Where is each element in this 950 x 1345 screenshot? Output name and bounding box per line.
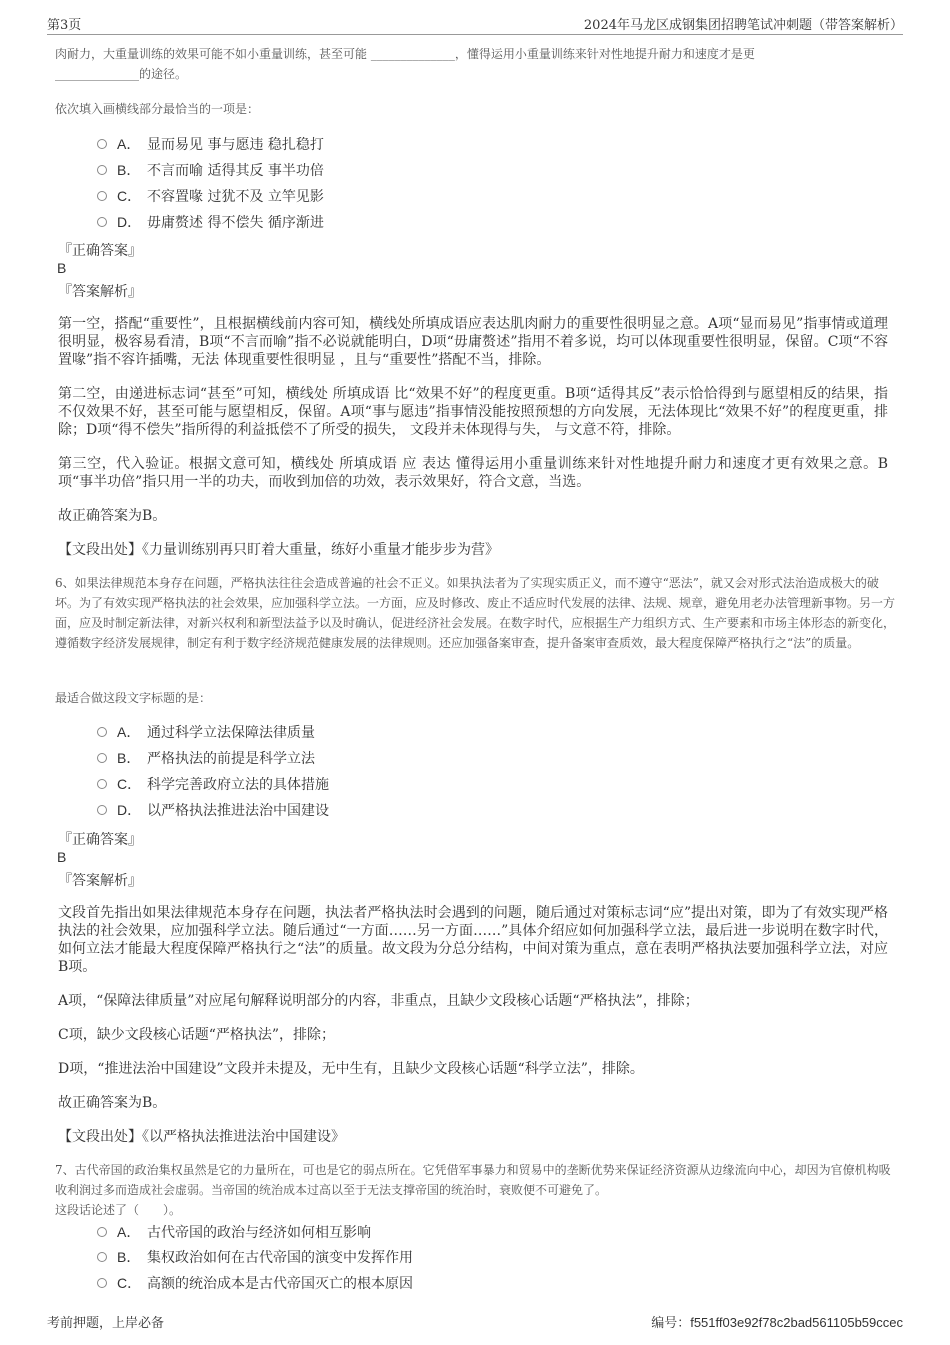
q6-answer-tag: 『正确答案』 — [58, 832, 142, 848]
q6-option-a[interactable]: A． 通过科学立法保障法律质量 — [97, 721, 315, 743]
q7-prompt: 这段话论述了（ ）。 — [55, 1203, 182, 1217]
q5-option-c[interactable]: C． 不容置喙 过犹不及 立竿见影 — [97, 185, 324, 207]
radio-icon[interactable] — [97, 779, 107, 789]
q6-prompt: 最适合做这段文字标题的是： — [55, 691, 212, 705]
document-title: 2024年马龙区成钢集团招聘笔试冲刺题（带答案解析） — [583, 18, 903, 33]
q6-answer: B — [57, 849, 67, 865]
q7-option-a[interactable]: A． 古代帝国的政治与经济如何相互影响 — [97, 1221, 371, 1243]
q5-option-b[interactable]: B． 不言而喻 适得其反 事半功倍 — [97, 159, 324, 181]
q5-stem-line2: ______________的途径。 — [55, 67, 188, 81]
q6-analysis-p1: 文段首先指出如果法律规范本身存在问题，执法者严格执法时会遇到的问题，随后通过对策标志词“应”提出对策，即为了有效实现严格执法的社会效果，应加强科学立法。随后通过“一方面……另一方面……”具体介绍应如何加强科学立法，最后进一步说明在数字时代，如何立法才能最大程度保障严格执行之“法”的质量。故文段为分总分结构，中间对策为重点，意在表明严格执法要加强科学立法，对应B项。 — [58, 905, 888, 975]
q6-analysis-tag: 『答案解析』 — [58, 873, 142, 889]
radio-icon[interactable] — [97, 753, 107, 763]
q5-analysis-p4: 故正确答案为B。 — [58, 508, 167, 524]
radio-icon[interactable] — [97, 139, 107, 149]
q5-analysis-tag: 『答案解析』 — [58, 284, 142, 300]
document-code: 编号：f551ff03e92f78c2bad561105b59ccec — [651, 1315, 903, 1330]
q5-source: 【文段出处】《力量训练别再只盯着大重量，练好小重量才能步步为营》 — [58, 542, 499, 558]
radio-icon[interactable] — [97, 217, 107, 227]
footer-slogan: 考前押题，上岸必备 — [47, 1316, 165, 1331]
q5-option-d[interactable]: D． 毋庸赘述 得不偿失 循序渐进 — [97, 211, 324, 233]
q7-option-b[interactable]: B． 集权政治如何在古代帝国的演变中发挥作用 — [97, 1246, 413, 1268]
radio-icon[interactable] — [97, 1278, 107, 1288]
q5-stem — [55, 44, 900, 84]
radio-icon[interactable] — [97, 805, 107, 815]
radio-icon[interactable] — [97, 1227, 107, 1237]
q5-analysis-p3: 第三空，代入验证。根据文意可知，横线处 所填成语 应 表达 懂得运用小重量训练来针对性地提升耐力和速度才更有效果之意。B项“事半功倍”指只用一半的功夫，而收到加倍的功效，表示效果好，符合文意，当选。 — [58, 456, 888, 490]
radio-icon[interactable] — [97, 165, 107, 175]
q6-stem: 6、如果法律规范本身存在问题，严格执法往往会造成普遍的社会不正义。如果执法者为了实现实质正义，而不遵守“恶法”，就又会对形式法治造成极大的破坏。为了有效实现严格执法的社会效果，应加强科学立法。一方面，应及时修改、废止不适应时代发展的法律、法规、规章，避免用老办法管理新事物。另一方面，应及时制定新法律，对新兴权利和新型法益予以及时确认，促进经济社会发展。在数字时代，应根据生产力组织方式、生产要素和市场主体形态的新变化，遵循数字经济发展规律，制定有利于数字经济规范健康发展的法律规则。还应加强备案审查，提升备案审查质效，最大程度保障严格执行之“法”的质量。 — [55, 576, 896, 650]
q6-analysis-p2: A项，“保障法律质量”对应尾句解释说明部分的内容，非重点，且缺少文段核心话题“严格执法”，排除； — [58, 993, 699, 1009]
page-number: 第3页 — [47, 18, 82, 33]
q6-analysis-p5: 故正确答案为B。 — [58, 1095, 167, 1111]
q6-option-c[interactable]: C． 科学完善政府立法的具体措施 — [97, 773, 329, 795]
q6-source: 【文段出处】《以严格执法推进法治中国建设》 — [58, 1129, 345, 1145]
q5-answer-tag: 『正确答案』 — [58, 243, 142, 259]
radio-icon[interactable] — [97, 727, 107, 737]
q5-prompt: 依次填入画横线部分最恰当的一项是： — [55, 102, 260, 116]
radio-icon[interactable] — [97, 1252, 107, 1262]
page-header — [47, 12, 903, 35]
q7-stem: 7、古代帝国的政治集权虽然是它的力量所在，可也是它的弱点所在。它凭借军事暴力和贸易中的垄断优势来保证经济资源从边缘流向中心，却因为官僚机构吸收利润过多而造成社会虚弱。当帝国的统治成本过高以至于无法支撑帝国的统治时，衰败便不可避免了。 — [55, 1163, 891, 1197]
q5-answer: B — [57, 260, 67, 276]
q6-analysis-p3: C项，缺少文段核心话题“严格执法”，排除； — [58, 1027, 336, 1043]
q5-stem-line1: 肉耐力，大重量训练的效果可能不如小重量训练，甚至可能 ______________，懂得运用小重量训练来针对性地提升耐力和速度才是更 — [55, 47, 755, 61]
q6-option-b[interactable]: B． 严格执法的前提是科学立法 — [97, 747, 315, 769]
q6-option-d[interactable]: D． 以严格执法推进法治中国建设 — [97, 799, 329, 821]
q5-analysis-p1: 第一空，搭配“重要性”，且根据横线前内容可知，横线处所填成语应表达肌肉耐力的重要性很明显之意。A项“显而易见”指事情或道理很明显，极容易看清，B项“不言而喻”指不必说就能明白，D项“毋庸赘述”指用不着多说，均可以体现重要性很明显，保留。C项“不容置喙”指不容许插嘴，无法 体现重要性很明显 ，且与“重要性”搭配不当，排除。 — [58, 316, 888, 368]
q6-analysis-p4: D项，“推进法治中国建设”文段并未提及，无中生有，且缺少文段核心话题“科学立法”，排除。 — [58, 1061, 644, 1077]
q5-analysis-p2: 第二空，由递进标志词“甚至”可知，横线处 所填成语 比“效果不好”的程度更重。B项“适得其反”表示恰恰得到与愿望相反的结果，指不仅效果不好，甚至可能与愿望相反，保留。A项“事与愿违”指事情没能按照预想的方向发展，无法体现比“效果不好”的程度更重，排除；D项“得不偿失”指所得的利益抵偿不了所受的损失， 文段并未体现得与失， 与文意不符，排除。 — [58, 386, 888, 438]
radio-icon[interactable] — [97, 191, 107, 201]
q7-option-c[interactable]: C． 高额的统治成本是古代帝国灭亡的根本原因 — [97, 1272, 413, 1294]
q5-option-a[interactable]: A． 显而易见 事与愿违 稳扎稳打 — [97, 133, 324, 155]
